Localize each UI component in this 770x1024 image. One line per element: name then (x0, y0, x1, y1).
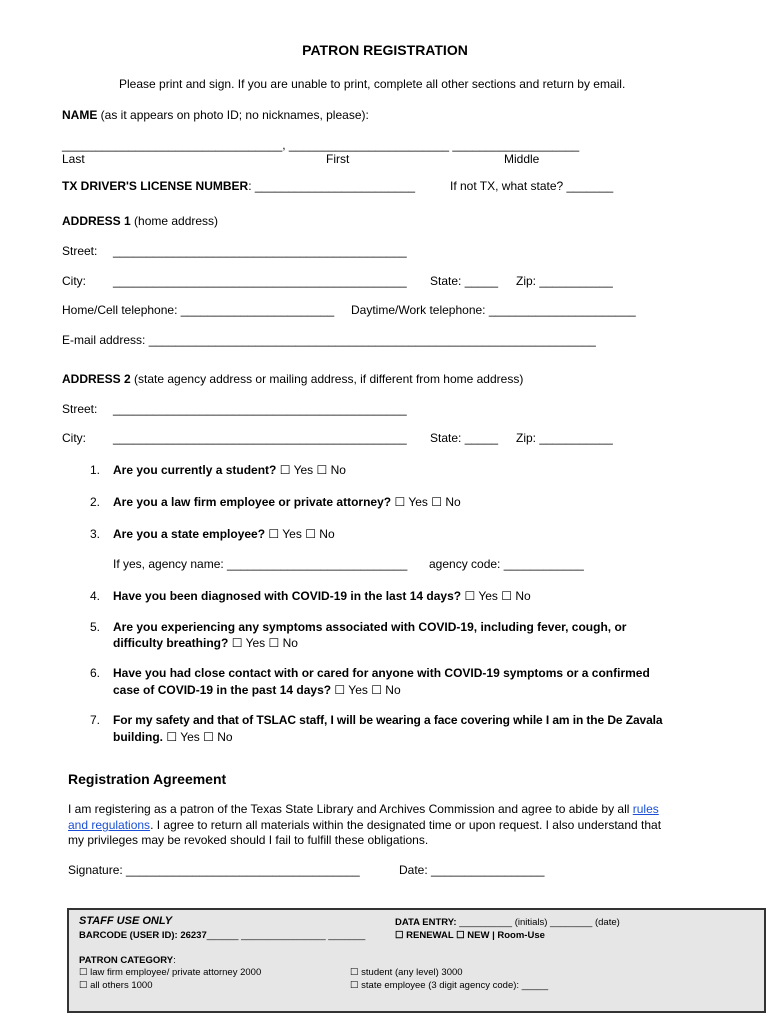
question-number: 7. (90, 713, 101, 727)
agency-code-field[interactable]: agency code: ____________ (429, 557, 584, 571)
question-4-options[interactable]: ☐ Yes ☐ No (464, 589, 531, 603)
question-4: Have you been diagnosed with COVID-19 in the last 14 days? ☐ Yes ☐ No (113, 589, 531, 603)
regulations-link[interactable]: and regulations (68, 818, 151, 832)
address2-heading: ADDRESS 2 (state agency address or mailing address, if different from home address) (62, 372, 524, 386)
last-name-caption: Last (62, 152, 85, 166)
email-field[interactable]: E-mail address: ___________________________________________________________________ (62, 333, 596, 347)
category-law-firm[interactable]: ☐ law firm employee/ private attorney 2000 (79, 967, 262, 978)
category-all-others[interactable]: ☐ all others 1000 (79, 980, 153, 991)
address1-city-label: City: (62, 274, 86, 288)
question-7-line1: For my safety and that of TSLAC staff, I will be wearing a face covering while I am in the De Zavala (113, 713, 663, 727)
agency-name-field[interactable]: If yes, agency name: ___________________________ (113, 557, 408, 571)
rules-link[interactable]: rules (632, 802, 659, 816)
question-number: 1. (90, 463, 101, 477)
license-row: TX DRIVER'S LICENSE NUMBER: ________________________ (62, 179, 416, 193)
work-phone-field[interactable]: Daytime/Work telephone: ______________________ (351, 303, 636, 317)
question-1: Are you currently a student? ☐ Yes ☐ No (113, 463, 346, 477)
question-number: 6. (90, 666, 101, 680)
question-number: 3. (90, 527, 101, 541)
question-number: 4. (90, 589, 101, 603)
first-name-caption: First (326, 152, 350, 166)
middle-name-caption: Middle (504, 152, 540, 166)
question-number: 5. (90, 620, 101, 634)
address2-city-label: City: (62, 431, 86, 445)
agreement-line3: my privileges may be revoked should I fail to fulfill these obligations. (68, 833, 429, 847)
agreement-line2: and regulations. I agree to return all materials within the designated time or upon request. I also understand that (68, 818, 662, 832)
category-student[interactable]: ☐ student (any level) 3000 (350, 967, 463, 978)
intro-text: Please print and sign. If you are unable to print, complete all other sections and return by email. (119, 77, 626, 91)
question-3: Are you a state employee? ☐ Yes ☐ No (113, 527, 335, 541)
address2-street-label: Street: (62, 402, 98, 416)
question-5-line2: difficulty breathing? ☐ Yes ☐ No (113, 636, 298, 650)
address2-zip-field[interactable]: Zip: ___________ (516, 431, 613, 445)
other-state-field[interactable]: If not TX, what state? _______ (450, 179, 614, 193)
name-field-line[interactable]: _________________________________, ________________________ ___________________ (62, 138, 580, 152)
address1-street-label: Street: (62, 244, 98, 258)
address2-city-field[interactable]: ____________________________________________ (113, 431, 407, 445)
question-5-line1: Are you experiencing any symptoms associated with COVID-19, including fever, cough, or (113, 620, 627, 634)
question-5-options[interactable]: ☐ Yes ☐ No (231, 636, 298, 650)
barcode-field[interactable]: BARCODE (USER ID): 26237______ ________________ _______ (79, 930, 366, 941)
question-2: Are you a law firm employee or private attorney? ☐ Yes ☐ No (113, 495, 461, 509)
patron-category-label: PATRON CATEGORY: (79, 955, 176, 966)
date-field[interactable]: Date: _________________ (399, 863, 545, 877)
question-6-line2: case of COVID-19 in the past 14 days? ☐ Yes ☐ No (113, 683, 401, 697)
address1-street-field[interactable]: ____________________________________________ (113, 244, 407, 258)
license-field[interactable]: : ________________________ (248, 179, 416, 193)
data-entry-field[interactable]: DATA ENTRY: __________ (initials) ________ (date) (395, 917, 620, 928)
name-label: NAME (as it appears on photo ID; no nicknames, please): (62, 108, 369, 122)
renewal-options[interactable]: ☐ RENEWAL ☐ NEW | Room-Use (395, 930, 545, 941)
question-7-line2: building. ☐ Yes ☐ No (113, 730, 233, 744)
agreement-heading: Registration Agreement (68, 771, 227, 787)
question-1-options[interactable]: ☐ Yes ☐ No (279, 463, 346, 477)
address1-zip-field[interactable]: Zip: ___________ (516, 274, 613, 288)
signature-field[interactable]: Signature: ___________________________________ (68, 863, 360, 877)
question-2-options[interactable]: ☐ Yes ☐ No (394, 495, 461, 509)
question-6-options[interactable]: ☐ Yes ☐ No (334, 683, 401, 697)
home-phone-field[interactable]: Home/Cell telephone: _______________________ (62, 303, 335, 317)
question-6-line1: Have you had close contact with or cared for anyone with COVID-19 symptoms or a confirmed (113, 666, 650, 680)
address1-state-field[interactable]: State: _____ (430, 274, 499, 288)
staff-use-box (67, 908, 766, 1013)
address1-city-field[interactable]: ____________________________________________ (113, 274, 407, 288)
address1-heading: ADDRESS 1 (home address) (62, 214, 219, 228)
staff-heading: STAFF USE ONLY (79, 915, 173, 927)
question-number: 2. (90, 495, 101, 509)
question-3-options[interactable]: ☐ Yes ☐ No (268, 527, 335, 541)
category-state-employee[interactable]: ☐ state employee (3 digit agency code): _____ (350, 980, 549, 991)
address2-state-field[interactable]: State: _____ (430, 431, 499, 445)
question-7-options[interactable]: ☐ Yes ☐ No (166, 730, 233, 744)
page-title: PATRON REGISTRATION (302, 42, 468, 58)
agreement-line1: I am registering as a patron of the Texas State Library and Archives Commission and agree to abide by all rules (68, 802, 659, 816)
address2-street-field[interactable]: ____________________________________________ (113, 402, 407, 416)
